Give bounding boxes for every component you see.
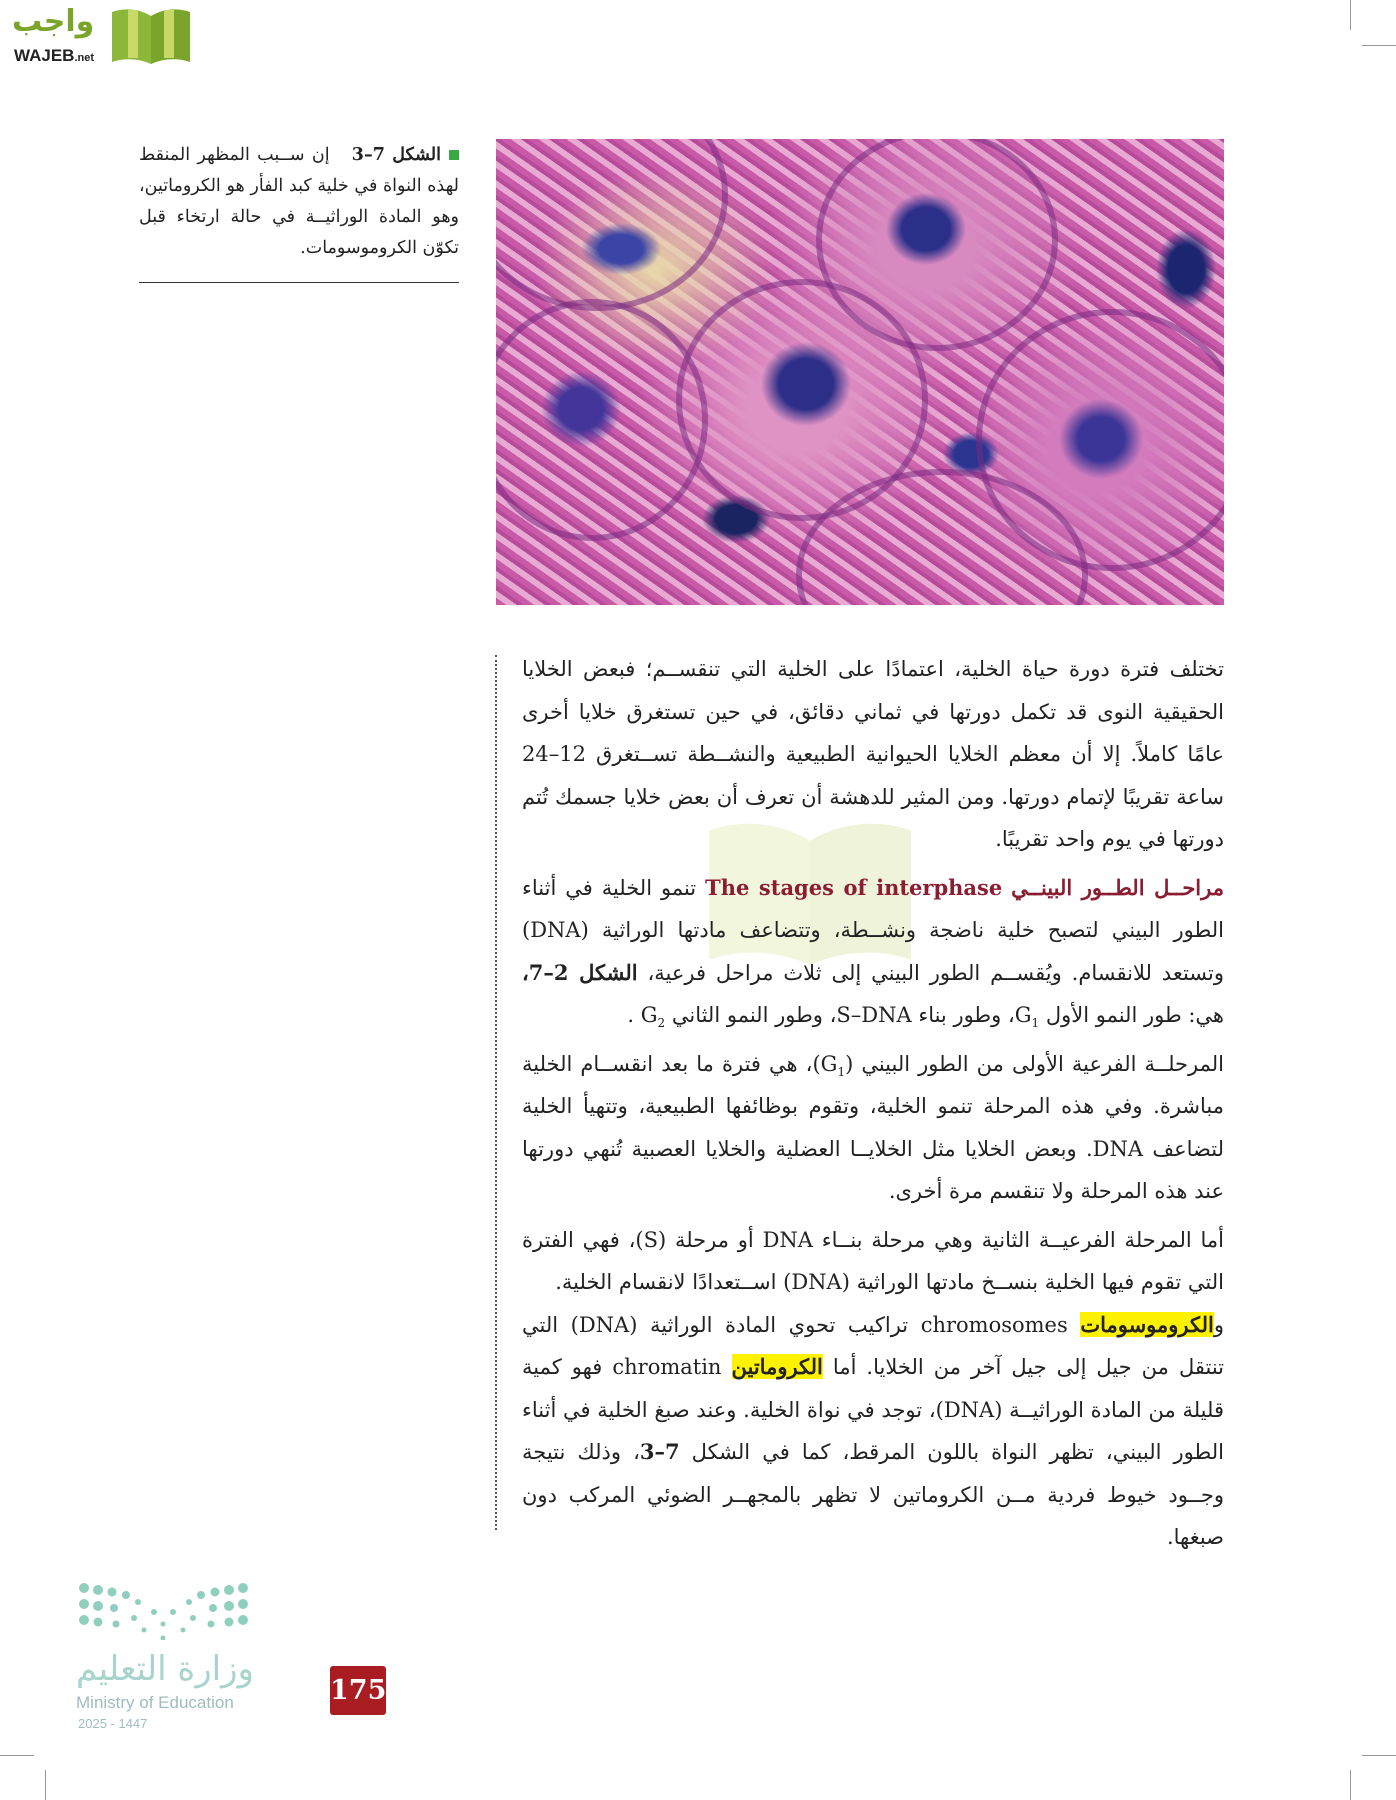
subscript: 1 — [1031, 1016, 1040, 1031]
term-chromosomes: الكروموسومات — [1080, 1311, 1214, 1337]
text: و — [1213, 1312, 1224, 1337]
edition-year: 2025 - 1447 — [78, 1716, 148, 1731]
subscript: 1 — [837, 1064, 846, 1079]
paragraph-s-phase: أما المرحلة الفرعيــة الثانية وهي مرحلة بنــاء DNA أو مرحلة (S)، فهي الفترة التي تقوم فيها الخلية بنســخ مادتها الوراثية (DNA) اســتعدادًا لانقسام الخلية. — [522, 1227, 1224, 1294]
logo-suffix: .net — [74, 52, 95, 64]
logo-english-word: WAJEB — [14, 46, 75, 65]
paragraph-g1 — [522, 1043, 1224, 1213]
ministry-name-en: Ministry of Education — [76, 1693, 234, 1712]
caption-divider — [139, 282, 459, 283]
text: chromatin فهو كمية قليلة من المادة الوراثيــة (DNA)، توجد في نواة الخلية. وعند صبغ الخلية في أثناء الطور البيني، تظهر النواة باللون المرقط، كما في الشكل — [522, 1355, 1224, 1464]
logo-english — [14, 46, 94, 68]
text: )، هي فترة ما بعد انقســام الخلية مباشرة. وفي هذه المرحلة تنمو الخلية، وتقوم بوظائفها الطبيعية، وتتهيأ الخلية لتضاعف DNA. وبعض الخلايا مثل الخلايــا العضلية والخلايا العصبية تُنهي دورتها عند هذه المرحلة ولا تنقسم مرة أخرى. — [522, 1051, 1224, 1203]
text: المرحلــة الفرعية الأولى من الطور البيني (G — [820, 1051, 1224, 1076]
crop-mark — [1362, 1755, 1396, 1756]
main-text — [522, 648, 1224, 1559]
crop-mark — [45, 1770, 46, 1800]
ministry-dots-icon — [76, 1580, 251, 1640]
paragraph-chromosomes — [522, 1304, 1224, 1559]
dotted-margin-rule — [495, 655, 497, 1530]
text: chromosomes تراكيب تحوي المادة الوراثية (DNA) التي تنتقل من جيل إلى جيل آخر من الخلايا. أما — [522, 1312, 1224, 1379]
text: ، وذلك نتيجة وجــود خيوط فردية مــن الكروماتين لا تظهر بالمجهــر الضوئي المركب دون صبغها. — [522, 1440, 1224, 1549]
figure-caption — [139, 140, 459, 264]
figure-reference: الشكل 2–7، — [522, 959, 638, 985]
figure-number: 3–7 — [351, 145, 385, 165]
section-heading-en: The stages of interphase — [705, 874, 1003, 900]
logo-arabic: واجب — [12, 4, 95, 39]
micrograph-image — [496, 139, 1224, 605]
text: تنمو الخلية في أثناء الطور البيني لتصبح خلية ناضجة ونشــطة، وتتضاعف مادتها الوراثية (DNA) وتستعد للانقسام. ويُقســم الطور البيني إلى ثلاث مراحل فرعية، — [522, 875, 1225, 985]
subscript: 2 — [657, 1016, 666, 1031]
ministry-logo — [76, 1580, 316, 1750]
ministry-name-ar: وزارة التعليم — [76, 1649, 254, 1689]
crop-mark — [0, 1755, 34, 1756]
caption-bullet-icon — [449, 150, 459, 160]
figure-label: الشكل — [392, 145, 441, 165]
section-heading-ar: مراحــل الطــور البينــي — [1011, 874, 1224, 900]
book-icon — [108, 6, 194, 64]
caption-text: إن ســبب المظهر المنقط لهذه النواة في خلية كبد الفأر هو الكروماتين، وهو المادة الوراثيــة في حالة ارتخاء قبل تكوّن الكروموسومات. — [139, 145, 459, 258]
crop-mark — [1350, 0, 1351, 30]
crop-mark — [1362, 45, 1396, 46]
paragraph-interphase-stages — [522, 867, 1224, 1037]
crop-mark — [1350, 1770, 1351, 1800]
page-number-badge: 175 — [330, 1666, 386, 1715]
term-chromatin: الكروماتين — [731, 1354, 823, 1379]
figure-reference: 3–7 — [639, 1439, 680, 1464]
text: . — [627, 1003, 641, 1027]
text: ، وطور بناء S–DNA، وطور النمو الثاني G — [640, 1003, 1015, 1027]
paragraph-cycle-duration: تختلف فترة دورة حياة الخلية، اعتمادًا على الخلية التي تنقســم؛ فبعض الخلايا الحقيقية النوى قد تكمل دورتها في ثماني دقائق، في حين تستغرق خلايا أخرى عامًا كاملاً. إلا أن معظم الخلايا الحيوانية الطبيعية والنشــطة تســتغرق 12–24 ساعة تقريبًا لإتمام دورتها. ومن المثير للدهشة أن تعرف أن بعض خلايا جسمك تُتم دورتها في يوم واحد تقريبًا. — [522, 657, 1224, 851]
wajeb-logo[interactable] — [8, 4, 193, 70]
text: هي: طور النمو الأول G — [1014, 1003, 1224, 1027]
